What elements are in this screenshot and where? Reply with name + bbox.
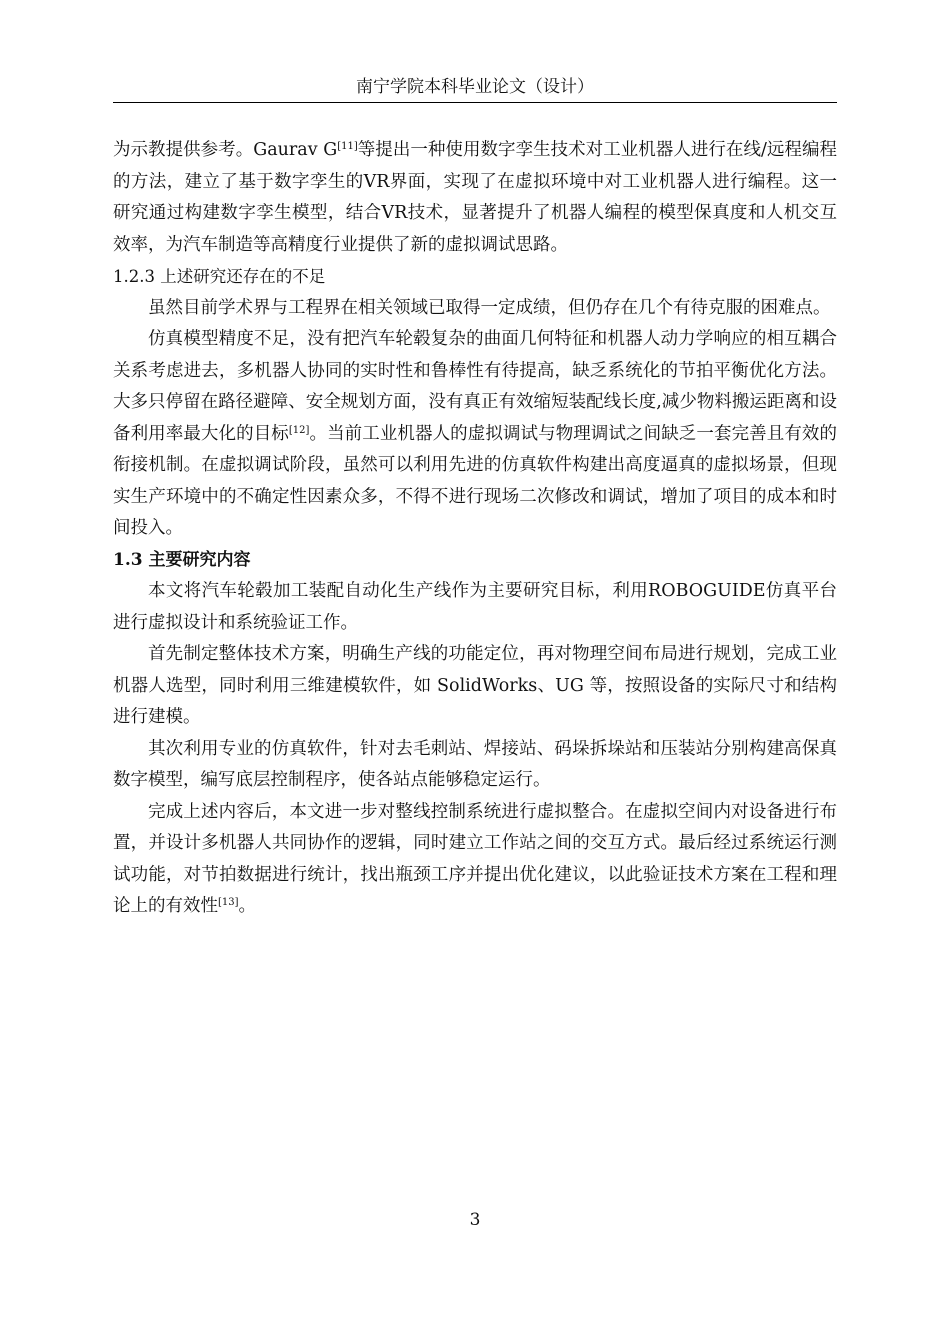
citation-12[interactable]: [12] <box>288 424 310 436</box>
subsection-heading-1-2-3: 1.2.3 上述研究还存在的不足 <box>113 267 326 286</box>
paragraph-station-modeling: 其次利用专业的仿真软件，针对去毛刺站、焊接站、码垛拆垛站和压装站分别构建高保真数字模型，编写底层控制程序，使各站点能够稳定运行。 <box>113 738 837 790</box>
thesis-header-title: 南宁学院本科毕业论文（设计） <box>356 77 594 97</box>
paragraph-simulation-shortcomings: 仿真模型精度不足，没有把汽车轮毂复杂的曲面几何特征和机器人动力学响应的相互耦合关系考虑进去，多机器人协同的实时性和鲁棒性有待提高，缺乏系统化的节拍平衡优化方法。大多只停留在路径避障、安全规划方面，没有真正有效缩短装配线长度,减少物料搬运距离和设备利用率最大化的目标[12]。当前工业机器人的虚拟调试与物理调试之间缺乏一套完善且有效的衔接机制。在虚拟调试阶段，虽然可以利用先进的仿真软件构建出高度逼真的虚拟场景，但现实生产环境中的不确定性因素众多，不得不进行现场二次修改和调试，增加了项目的成本和时间投入。 <box>113 329 838 538</box>
paragraph-research-target: 本文将汽车轮毂加工装配自动化生产线作为主要研究目标，利用ROBOGUIDE仿真平台进行虚拟设计和系统验证工作。 <box>113 581 837 633</box>
paragraph-gaurav-vr-programming: 为示教提供参考。Gaurav G[11]等提出一种使用数字孪生技术对工业机器人进行在线/远程编程的方法，建立了基于数字孪生的VR界面，实现了在虚拟环境中对工业机器人进行编程。这一研究通过构建数字孪生模型，结合VR技术，显著提升了机器人编程的模型保真度和人机交互效率，为汽车制造等高精度行业提供了新的虚拟调试思路。 <box>113 140 837 255</box>
paragraph-line-integration: 完成上述内容后，本文进一步对整线控制系统进行虚拟整合。在虚拟空间内对设备进行布置，并设计多机器人共同协作的逻辑，同时建立工作站之间的交互方式。最后经过系统运行测试功能，对节拍数据进行统计，找出瓶颈工序并提出优化建议，以此验证技术方案在工程和理论上的有效性[13]。 <box>113 801 837 916</box>
section-heading-1-3: 1.3 主要研究内容 <box>113 549 251 570</box>
paragraph-technical-plan: 首先制定整体技术方案，明确生产线的功能定位，再对物理空间布局进行规划，完成工业机器人选型，同时利用三维建模软件，如 SolidWorks、UG 等，按照设备的实际尺寸和结构进行建模。 <box>113 644 837 727</box>
page-header <box>113 74 837 103</box>
page-body <box>113 135 837 923</box>
citation-13[interactable]: [13] <box>218 897 239 908</box>
citation-11[interactable]: [11] <box>337 141 358 152</box>
page-number: 3 <box>469 1210 481 1230</box>
paragraph-difficulties-intro: 虽然目前学术界与工程界在相关领域已取得一定成绩，但仍存在几个有待克服的困难点。 <box>148 297 831 318</box>
